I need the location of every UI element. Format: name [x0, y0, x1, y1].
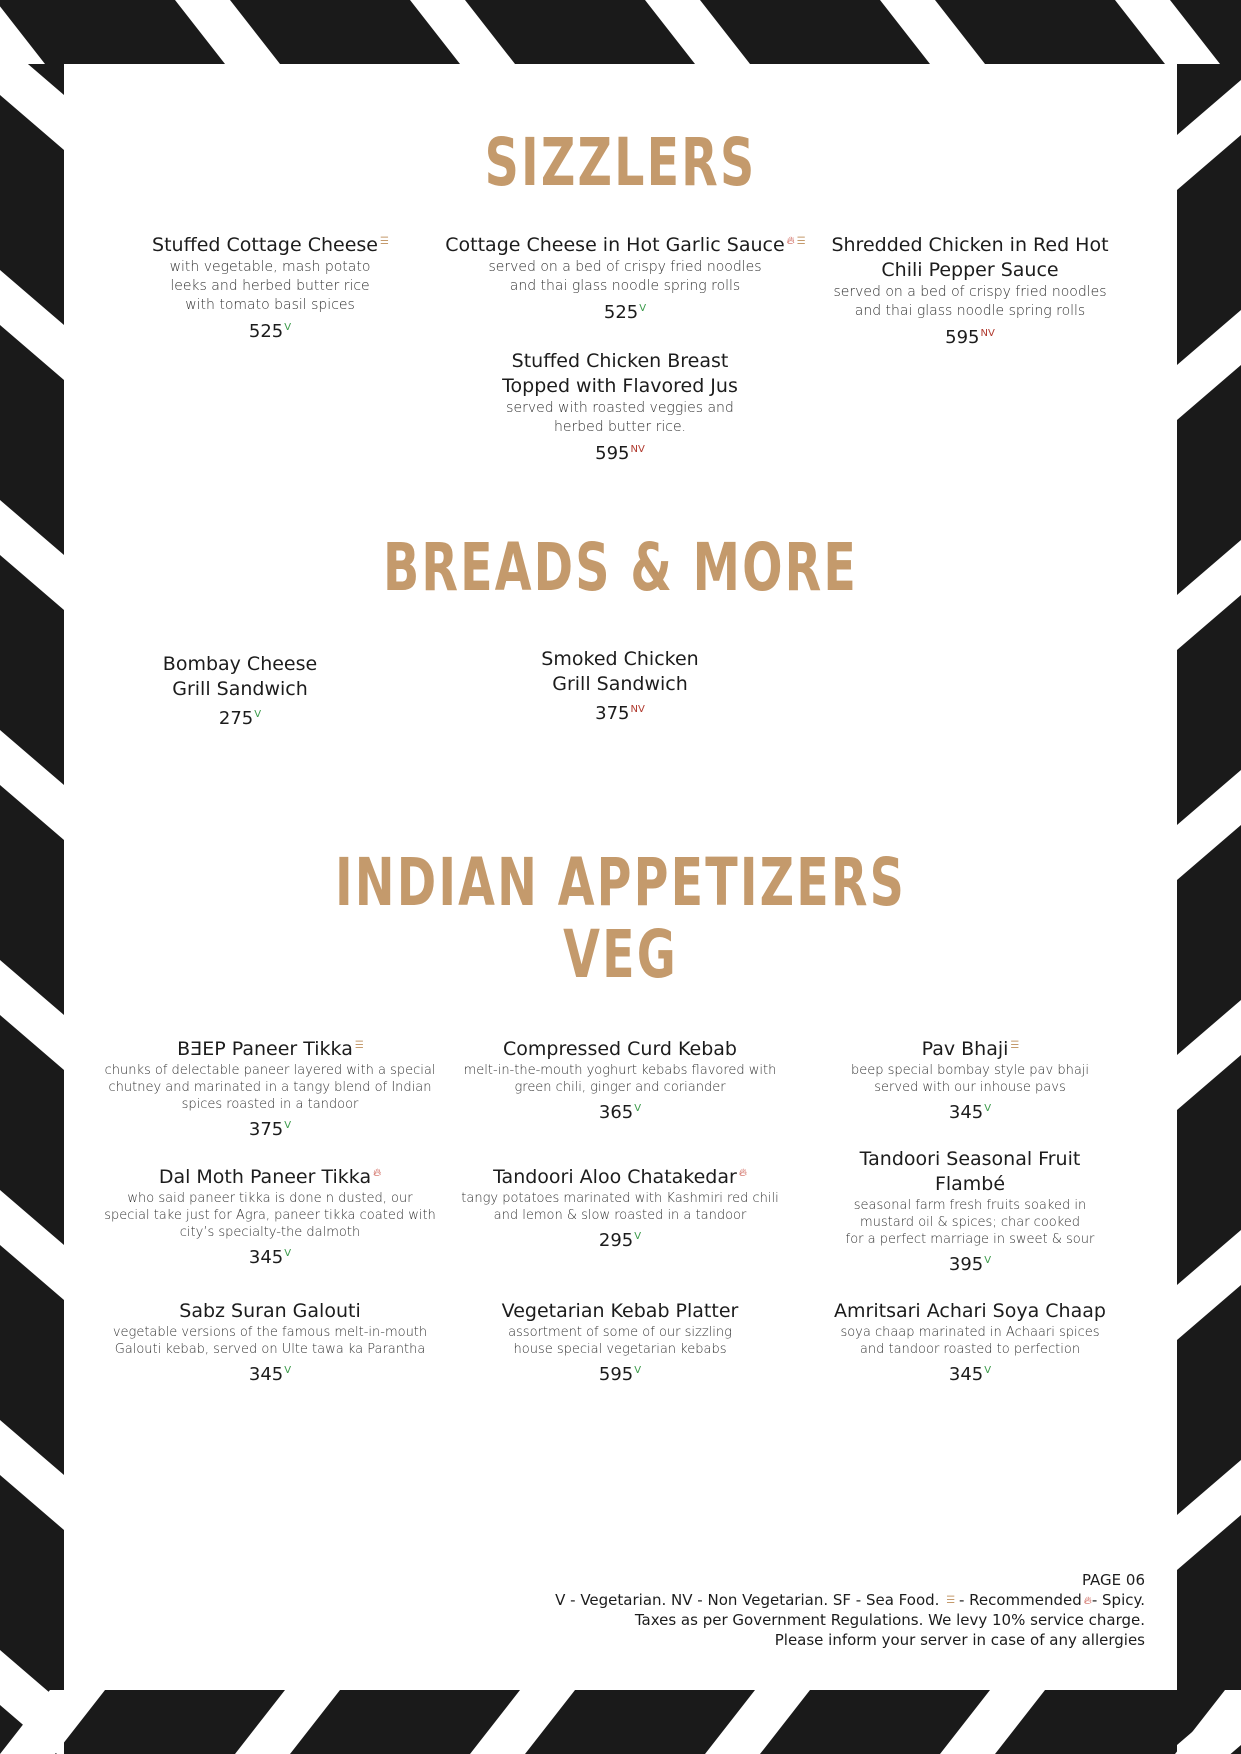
menu-item: [110, 233, 430, 344]
menu-item: [455, 1165, 785, 1253]
item-price: $345^V$: [248, 1247, 292, 1268]
item-desc: leeks and herbed butter rice: [170, 278, 370, 294]
item-desc: spices roasted in a tandoor: [181, 1097, 359, 1112]
item-price: $395^V$: [948, 1254, 992, 1275]
item-name: Tandoori Aloo Chatakedar 🔥︎: [493, 1165, 747, 1188]
menu-item: [445, 233, 805, 325]
item-desc: served on a bed of crispy fried noodles: [833, 284, 1107, 300]
item-name: Topped with Flavored Jus: [502, 375, 738, 397]
page-number: PAGE 06: [1081, 1571, 1145, 1589]
item-price: $275^V$: [218, 708, 262, 729]
item-desc: green chili, ginger and coriander: [514, 1080, 726, 1095]
item-desc: and thai glass noodle spring rolls: [509, 278, 741, 294]
veg-tag: V: [634, 1365, 642, 1376]
item-desc: beep special bombay style pav bhaji: [850, 1063, 1090, 1078]
item-price: $345^V$: [948, 1364, 992, 1385]
item-desc: tangy potatoes marinated with Kashmiri red chili: [461, 1191, 779, 1206]
item-price: $375^{NV}$: [595, 703, 645, 724]
veg-tag: V: [634, 1231, 642, 1242]
allergy-note: Please inform your server in case of any allergies: [774, 1631, 1145, 1649]
recommended-icon: ☰: [946, 1594, 955, 1606]
item-price: $295^V$: [598, 1230, 642, 1251]
spicy-flame-icon: 🔥︎: [373, 1165, 382, 1179]
menu-item: [490, 647, 750, 726]
item-desc: herbed butter rice.: [553, 419, 687, 435]
item-desc: house special vegetarian kebabs: [513, 1342, 727, 1357]
item-name: Dal Moth Paneer Tikka 🔥︎: [158, 1165, 382, 1188]
menu-item: [810, 1037, 1130, 1125]
menu-item: [100, 1299, 440, 1387]
menu-item: [455, 1037, 785, 1125]
item-desc: and tandoor roasted to perfection: [859, 1342, 1081, 1357]
item-price: $595^{NV}$: [945, 327, 995, 348]
menu-item: [455, 1299, 785, 1387]
legend-line: V - Vegetarian. NV - Non Vegetarian. SF - Sea Food. ☰ - Recommended 🔥︎- Spicy.: [555, 1591, 1145, 1609]
item-price: $345^V$: [948, 1102, 992, 1123]
menu-item: [460, 349, 780, 466]
item-name: Pav Bhaji ☰: [921, 1038, 1019, 1060]
recommended-icon: ☰: [1010, 1039, 1019, 1051]
menu-item: [810, 1147, 1130, 1277]
item-name: Bombay Cheese: [162, 653, 318, 675]
item-name: Smoked Chicken: [541, 648, 699, 670]
section-title-indian-appetizers: INDIAN APPETIZERS: [334, 844, 907, 921]
item-name: Tandoori Seasonal Fruit: [859, 1148, 1081, 1170]
item-name: Sabz Suran Galouti: [179, 1300, 361, 1322]
item-price: $525^V$: [603, 302, 647, 323]
menu-item: [100, 1037, 440, 1142]
item-name: Compressed Curd Kebab: [503, 1038, 737, 1060]
recommended-icon: ☰: [354, 1039, 363, 1051]
item-desc: and thai glass noodle spring rolls: [854, 303, 1086, 319]
item-name: Shredded Chicken in Red Hot: [831, 234, 1109, 256]
item-name: Cottage Cheese in Hot Garlic Sauce 🔥︎ ☰: [445, 233, 805, 256]
item-desc: served on a bed of crispy fried noodles: [488, 259, 762, 275]
item-desc: and lemon & slow roasted in a tandoor: [493, 1208, 747, 1223]
item-desc: served with our inhouse pavs: [874, 1080, 1066, 1095]
spicy-flame-icon: 🔥︎: [738, 1165, 747, 1179]
tax-note: Taxes as per Government Regulations. We levy 10% service charge.: [634, 1611, 1145, 1629]
item-desc: chunks of delectable paneer layered with a special: [104, 1063, 436, 1078]
veg-tag: V: [634, 1103, 642, 1114]
item-desc: who said paneer tikka is done n dusted, our: [127, 1191, 413, 1206]
item-name: Flambé: [934, 1173, 1006, 1195]
nonveg-tag: NV: [630, 704, 645, 715]
menu-item: [100, 1165, 440, 1270]
menu-item: [810, 1299, 1130, 1387]
item-price: $595^V$: [598, 1364, 642, 1385]
item-price: $375^V$: [248, 1119, 292, 1140]
item-name: Stuffed Chicken Breast: [511, 350, 729, 372]
item-desc: seasonal farm fresh fruits soaked in: [853, 1198, 1087, 1213]
item-name: Grill Sandwich: [172, 678, 308, 700]
item-desc: with vegetable, mash potato: [169, 259, 371, 275]
item-desc: chutney and marinated in a tangy blend of Indian: [108, 1080, 432, 1095]
item-name: Chili Pepper Sauce: [881, 259, 1059, 281]
veg-tag: V: [254, 709, 262, 720]
menu-item: [110, 652, 370, 731]
item-desc: Galouti kebab, served on Ulte tawa ka Parantha: [114, 1342, 426, 1357]
item-desc: special take just for Agra, paneer tikka coated with: [104, 1208, 436, 1223]
item-desc: soya chaap marinated in Achaari spices: [840, 1325, 1100, 1340]
spicy-flame-icon: 🔥︎: [786, 233, 795, 247]
item-price: $525^V$: [248, 321, 292, 342]
item-desc: served with roasted veggies and: [506, 400, 734, 416]
veg-tag: V: [284, 322, 292, 333]
veg-tag: V: [984, 1103, 992, 1114]
recommended-icon: ☰: [379, 235, 388, 247]
veg-tag: V: [639, 303, 647, 314]
section-title-breads: BREADS & MORE: [382, 529, 859, 606]
section-title-veg: VEG: [563, 916, 678, 993]
section-title-sizzlers: SIZZLERS: [484, 124, 757, 201]
veg-tag: V: [284, 1365, 292, 1376]
item-price: $345^V$: [248, 1364, 292, 1385]
nonveg-tag: NV: [980, 328, 995, 339]
item-desc: assortment of some of our sizzling: [508, 1325, 732, 1340]
item-desc: city’s specialty-the dalmoth: [179, 1225, 361, 1240]
item-desc: for a perfect marriage in sweet & sour: [845, 1232, 1095, 1247]
item-name: Amritsari Achari Soya Chaap: [834, 1300, 1106, 1322]
item-name: Vegetarian Kebab Platter: [501, 1300, 739, 1322]
veg-tag: V: [984, 1255, 992, 1266]
spicy-flame-icon: 🔥︎: [1083, 1593, 1092, 1607]
item-desc: mustard oil & spices; char cooked: [859, 1215, 1081, 1230]
nonveg-tag: NV: [630, 444, 645, 455]
veg-tag: V: [284, 1248, 292, 1259]
item-name: Stuffed Cottage Cheese ☰: [152, 234, 388, 256]
item-name: BƎEP Paneer Tikka ☰: [177, 1038, 363, 1060]
veg-tag: V: [284, 1120, 292, 1131]
item-desc: vegetable versions of the famous melt-in-mouth: [112, 1325, 428, 1340]
item-desc: melt-in-the-mouth yoghurt kebabs flavored with: [463, 1063, 777, 1078]
footer-notes: [555, 1570, 1145, 1650]
veg-tag: V: [984, 1365, 992, 1376]
item-name: Grill Sandwich: [552, 673, 688, 695]
item-price: $365^V$: [598, 1102, 642, 1123]
recommended-icon: ☰: [796, 235, 805, 247]
menu-item: [810, 233, 1130, 350]
item-price: $595^{NV}$: [595, 443, 645, 464]
item-desc: with tomato basil spices: [185, 297, 355, 313]
